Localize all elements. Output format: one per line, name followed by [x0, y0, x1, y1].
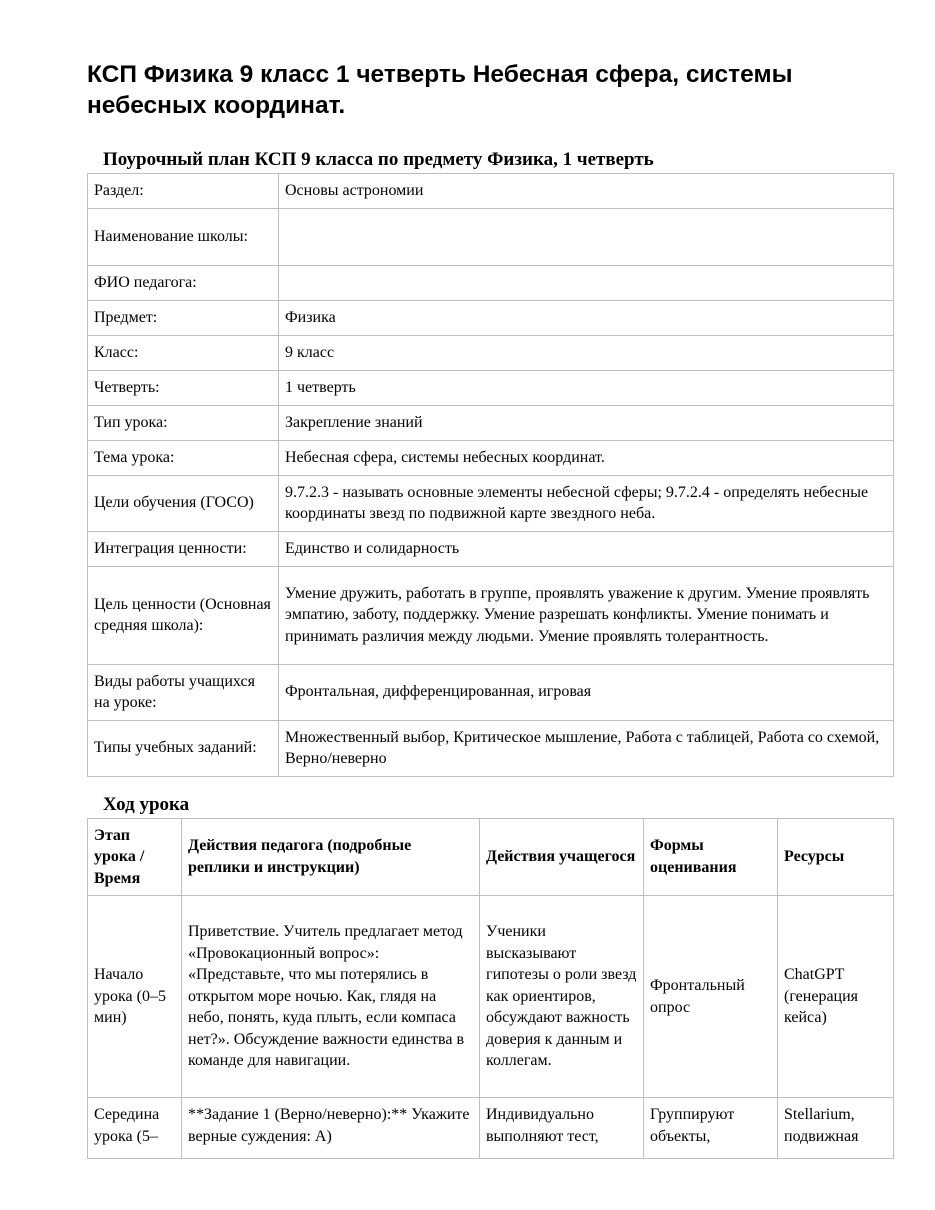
- table-row: [88, 370, 894, 405]
- row-value-value-integration: Единство и солидарность: [279, 531, 894, 566]
- cell-student-actions-text: Индивидуально выполняют тест,: [486, 1106, 599, 1145]
- header-student-actions: Действия учащегося: [480, 818, 644, 896]
- row-label-lesson-topic: Тема урока:: [88, 440, 279, 475]
- row-label-lesson-type: Тип урока:: [88, 405, 279, 440]
- cell-student-actions: Ученики высказывают гипотезы о роли звезд как ориентиров, обсуждают важность доверия к данным и коллегам.: [480, 896, 644, 1098]
- cell-assessment: [644, 1098, 778, 1159]
- table-row: [88, 566, 894, 664]
- row-label-quarter: Четверть:: [88, 370, 279, 405]
- cell-teacher-actions: Приветствие. Учитель предлагает метод «Провокационный вопрос»: «Представьте, что мы потерялись в открытом море ночью. Как, глядя на небо, понять, куда плыть, если компаса нет?». Обсуждение важности единства в команде для навигации.: [182, 896, 480, 1098]
- document-title: КСП Физика 9 класс 1 четверть Небесная сфера, системы небесных координат.: [87, 61, 793, 119]
- row-value-lesson-type: Закрепление знаний: [279, 405, 894, 440]
- cell-stage-text: Середина урока (5–: [94, 1106, 160, 1145]
- header-assessment: Формы оценивания: [644, 818, 778, 896]
- row-label-teacher: ФИО педагога:: [88, 265, 279, 300]
- table-row: [88, 720, 894, 776]
- table-row: [88, 265, 894, 300]
- row-value-teacher: [279, 265, 894, 300]
- row-value-quarter: 1 четверть: [279, 370, 894, 405]
- cell-assessment: Фронтальный опрос: [644, 896, 778, 1098]
- lesson-progress-heading: Ход урока: [103, 793, 190, 815]
- row-value-section: Основы астрономии: [279, 174, 894, 209]
- table-row: [88, 531, 894, 566]
- cell-stage: [88, 1098, 182, 1159]
- row-label-work-types: Виды работы учащихся на уроке:: [88, 664, 279, 720]
- table-row: [88, 1098, 894, 1159]
- row-label-grade: Класс:: [88, 335, 279, 370]
- cell-resources-text: Stellarium, подвижная: [784, 1106, 859, 1145]
- row-value-lesson-topic: Небесная сфера, системы небесных координат.: [279, 440, 894, 475]
- cell-resources: ChatGPT (генерация кейса): [778, 896, 894, 1098]
- table-row: [88, 208, 894, 265]
- row-label-subject: Предмет:: [88, 300, 279, 335]
- row-label-value-integration: Интеграция ценности:: [88, 531, 279, 566]
- cell-stage: Начало урока (0–5 мин): [88, 896, 182, 1098]
- row-value-work-types: Фронтальная, дифференцированная, игровая: [279, 664, 894, 720]
- row-label-section: Раздел:: [88, 174, 279, 209]
- row-label-school: Наименование школы:: [88, 208, 279, 265]
- row-value-subject: Физика: [279, 300, 894, 335]
- table-header-row: [88, 818, 894, 896]
- table-row: [88, 174, 894, 209]
- cell-teacher-actions: [182, 1098, 480, 1159]
- row-label-value-goal: Цель ценности (Основная средняя школа):: [88, 566, 279, 664]
- row-value-school: [279, 208, 894, 265]
- cell-resources: [778, 1098, 894, 1159]
- row-value-task-types: Множественный выбор, Критическое мышление, Работа с таблицей, Работа со схемой, Верно/неверно: [279, 720, 894, 776]
- header-stage: Этап урока / Время: [88, 818, 182, 896]
- plan-heading: Поурочный план КСП 9 класса по предмету Физика, 1 четверть: [103, 149, 654, 170]
- row-label-task-types: Типы учебных заданий:: [88, 720, 279, 776]
- lesson-progress-table: [87, 818, 894, 1160]
- table-row: [88, 335, 894, 370]
- table-row: [88, 440, 894, 475]
- lesson-plan-info-table: [87, 173, 894, 777]
- cell-teacher-actions-text: **Задание 1 (Верно/неверно):** Укажите верные суждения: А): [188, 1106, 470, 1145]
- cell-student-actions: [480, 1098, 644, 1159]
- row-value-value-goal: Умение дружить, работать в группе, проявлять уважение к другим. Умение проявлять эмпатию, заботу, поддержку. Умение разрешать конфликты. Умение понимать и принимать различия между людьми. Умение проявлять толерантность.: [279, 566, 894, 664]
- table-row: [88, 300, 894, 335]
- row-label-learning-goals: Цели обучения (ГОСО): [88, 475, 279, 531]
- header-teacher-actions: Действия педагога (подробные реплики и инструкции): [182, 818, 480, 896]
- row-value-grade: 9 класс: [279, 335, 894, 370]
- table-row: [88, 896, 894, 1098]
- table-row: [88, 475, 894, 531]
- table-row: [88, 405, 894, 440]
- document-page: [87, 0, 893, 1159]
- cell-assessment-text: Группируют объекты,: [650, 1106, 735, 1145]
- row-value-learning-goals: 9.7.2.3 - называть основные элементы небесной сферы; 9.7.2.4 - определять небесные координаты звезд по подвижной карте звездного неба.: [279, 475, 894, 531]
- table-row: [88, 664, 894, 720]
- header-resources: Ресурсы: [778, 818, 894, 896]
